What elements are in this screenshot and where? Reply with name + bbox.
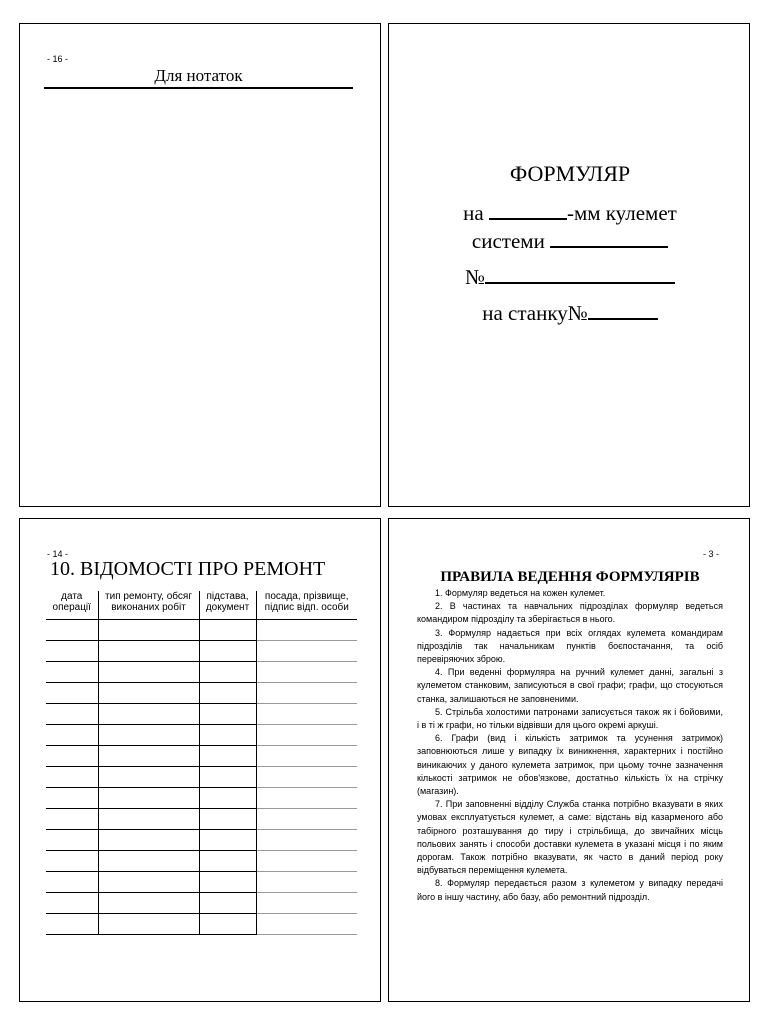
table-cell — [46, 725, 98, 746]
column-header-basis: підстава, документ — [199, 591, 256, 620]
rule-item: 2. В частинах та навчальних підрозділах формуляр ведеться командиром підрозділу та зберігається в нього. — [417, 601, 723, 625]
rule-item: 1. Формуляр ведеться на кожен кулемет. — [435, 588, 606, 598]
mount-line — [389, 300, 751, 326]
rule-item: 4. При веденні формуляра на ручний кулемет данні, загальні з кулеметом станковим, записуються в свої графи; графи, що стосуються станка, залишаються не заповненими. — [417, 667, 723, 704]
table-cell — [46, 641, 98, 662]
caliber-line — [389, 200, 751, 226]
number-blank — [485, 264, 675, 284]
table-cell — [199, 788, 256, 809]
table-cell — [256, 788, 357, 809]
table-row — [46, 641, 357, 662]
page-number: - 3 - — [702, 549, 719, 559]
table-cell — [98, 851, 199, 872]
table-cell — [98, 872, 199, 893]
table-cell — [46, 830, 98, 851]
page-3 — [388, 518, 750, 1002]
rule-item: 3. Формуляр надається при всіх оглядах кулемета командирам підрозділів так начальникам пунктів боєпостачання, та осіб перевіряючих зброю. — [417, 627, 723, 665]
table-cell — [46, 809, 98, 830]
table-row — [46, 620, 357, 641]
table-cell — [256, 914, 357, 935]
rules-title: ПРАВИЛА ВЕДЕННЯ ФОРМУЛЯРІВ — [440, 569, 700, 585]
column-header-repair-type: тип ремонту, обсяг виконаних робіт — [98, 591, 199, 620]
table-row — [46, 767, 357, 788]
table-cell — [98, 809, 199, 830]
table-cell — [199, 641, 256, 662]
table-row — [46, 914, 357, 935]
table-cell — [46, 683, 98, 704]
rules-list — [417, 587, 723, 904]
page-number: - 14 - — [47, 549, 69, 559]
section-title: 10. ВІДОМОСТІ ПРО РЕМОНТ — [50, 558, 326, 580]
table-cell — [256, 641, 357, 662]
table-cell — [98, 620, 199, 641]
table-cell — [199, 809, 256, 830]
table-row — [46, 830, 357, 851]
table-row — [46, 746, 357, 767]
table-cell — [98, 641, 199, 662]
table-cell — [256, 746, 357, 767]
table-cell — [46, 893, 98, 914]
repair-table — [46, 591, 357, 935]
table-cell — [199, 914, 256, 935]
cover-page — [388, 23, 750, 507]
table-cell — [256, 872, 357, 893]
table-row — [46, 788, 357, 809]
table-cell — [98, 830, 199, 851]
table-cell — [98, 767, 199, 788]
column-header-signature: посада, прізвище, підпис відп. особи — [256, 591, 357, 620]
table-row — [46, 851, 357, 872]
system-line — [389, 228, 751, 254]
cover-title: ФОРМУЛЯР — [509, 161, 631, 186]
system-blank — [550, 228, 668, 248]
table-cell — [46, 662, 98, 683]
caliber-blank — [489, 200, 567, 220]
table-cell — [46, 767, 98, 788]
page-number: - 16 - — [47, 54, 69, 64]
table-cell — [199, 662, 256, 683]
table-cell — [46, 788, 98, 809]
table-cell — [98, 704, 199, 725]
table-cell — [256, 830, 357, 851]
table-cell — [46, 872, 98, 893]
table-row — [46, 704, 357, 725]
table-cell — [46, 851, 98, 872]
table-cell — [199, 872, 256, 893]
table-cell — [199, 830, 256, 851]
table-cell — [199, 767, 256, 788]
table-cell — [98, 788, 199, 809]
table-cell — [46, 746, 98, 767]
table-cell — [46, 620, 98, 641]
number-line — [389, 264, 751, 290]
table-cell — [98, 914, 199, 935]
table-cell — [98, 893, 199, 914]
table-row — [46, 683, 357, 704]
table-row — [46, 893, 357, 914]
rule-item: 8. Формуляр передається разом з кулеметом у випадку передачі його в іншу частину, або базу, або ремонтний підрозділ. — [417, 878, 723, 902]
rule-item: 6. Графи (вид і кількість затримок та усунення затримок) заповнюються лише у випадку їх виникнення, характерних і постійно виникаючих у даного кулемета затримок, при цьому точне зазначення кількості затримок не обов'язкове, достатньо кількість їх на стрічку (магазин). — [417, 733, 723, 797]
table-cell — [256, 683, 357, 704]
table-cell — [46, 704, 98, 725]
caliber-prefix: на — [463, 201, 484, 225]
table-row — [46, 725, 357, 746]
table-cell — [256, 704, 357, 725]
table-cell — [199, 725, 256, 746]
table-cell — [256, 620, 357, 641]
table-cell — [256, 725, 357, 746]
number-prefix: № — [464, 265, 486, 289]
page-16 — [19, 23, 381, 507]
column-header-date: дата операції — [46, 591, 98, 620]
table-cell — [98, 662, 199, 683]
notes-heading: Для нотаток — [44, 66, 353, 89]
table-cell — [199, 893, 256, 914]
table-row — [46, 662, 357, 683]
table-cell — [98, 683, 199, 704]
table-header-row — [46, 591, 357, 620]
rule-item: 7. При заповненні відділу Служба станка потрібно вказувати в яких умовах експлуатується кулемет, а саме: відстань від казарменого або табірного розташування до тиру і стрільбища, до звичайних місць польових занять і способи доставки кулемета в указані місця і по яким дорогам. Також потрібно вказувати, як часто в даний період року відбуваться переміщення кулемета. — [417, 799, 723, 876]
table-cell — [199, 620, 256, 641]
table-cell — [256, 662, 357, 683]
system-prefix: системи — [471, 229, 545, 253]
table-row — [46, 872, 357, 893]
rule-item: 5. Стрільба холостими патронами записується також як і бойовими, і в ті ж графи, но тільки відвівши для цього окремі аркуші. — [417, 706, 723, 731]
table-cell — [256, 893, 357, 914]
page-14 — [19, 518, 381, 1002]
table-cell — [98, 725, 199, 746]
mount-prefix: на станку№ — [482, 301, 588, 325]
caliber-suffix: -мм кулемет — [566, 201, 677, 225]
table-cell — [199, 704, 256, 725]
table-cell — [199, 683, 256, 704]
table-cell — [256, 851, 357, 872]
table-row — [46, 809, 357, 830]
table-cell — [199, 746, 256, 767]
table-cell — [199, 851, 256, 872]
mount-blank — [588, 300, 658, 320]
table-cell — [98, 746, 199, 767]
table-cell — [46, 914, 98, 935]
repair-table-body — [46, 620, 357, 935]
table-cell — [256, 767, 357, 788]
table-cell — [256, 809, 357, 830]
